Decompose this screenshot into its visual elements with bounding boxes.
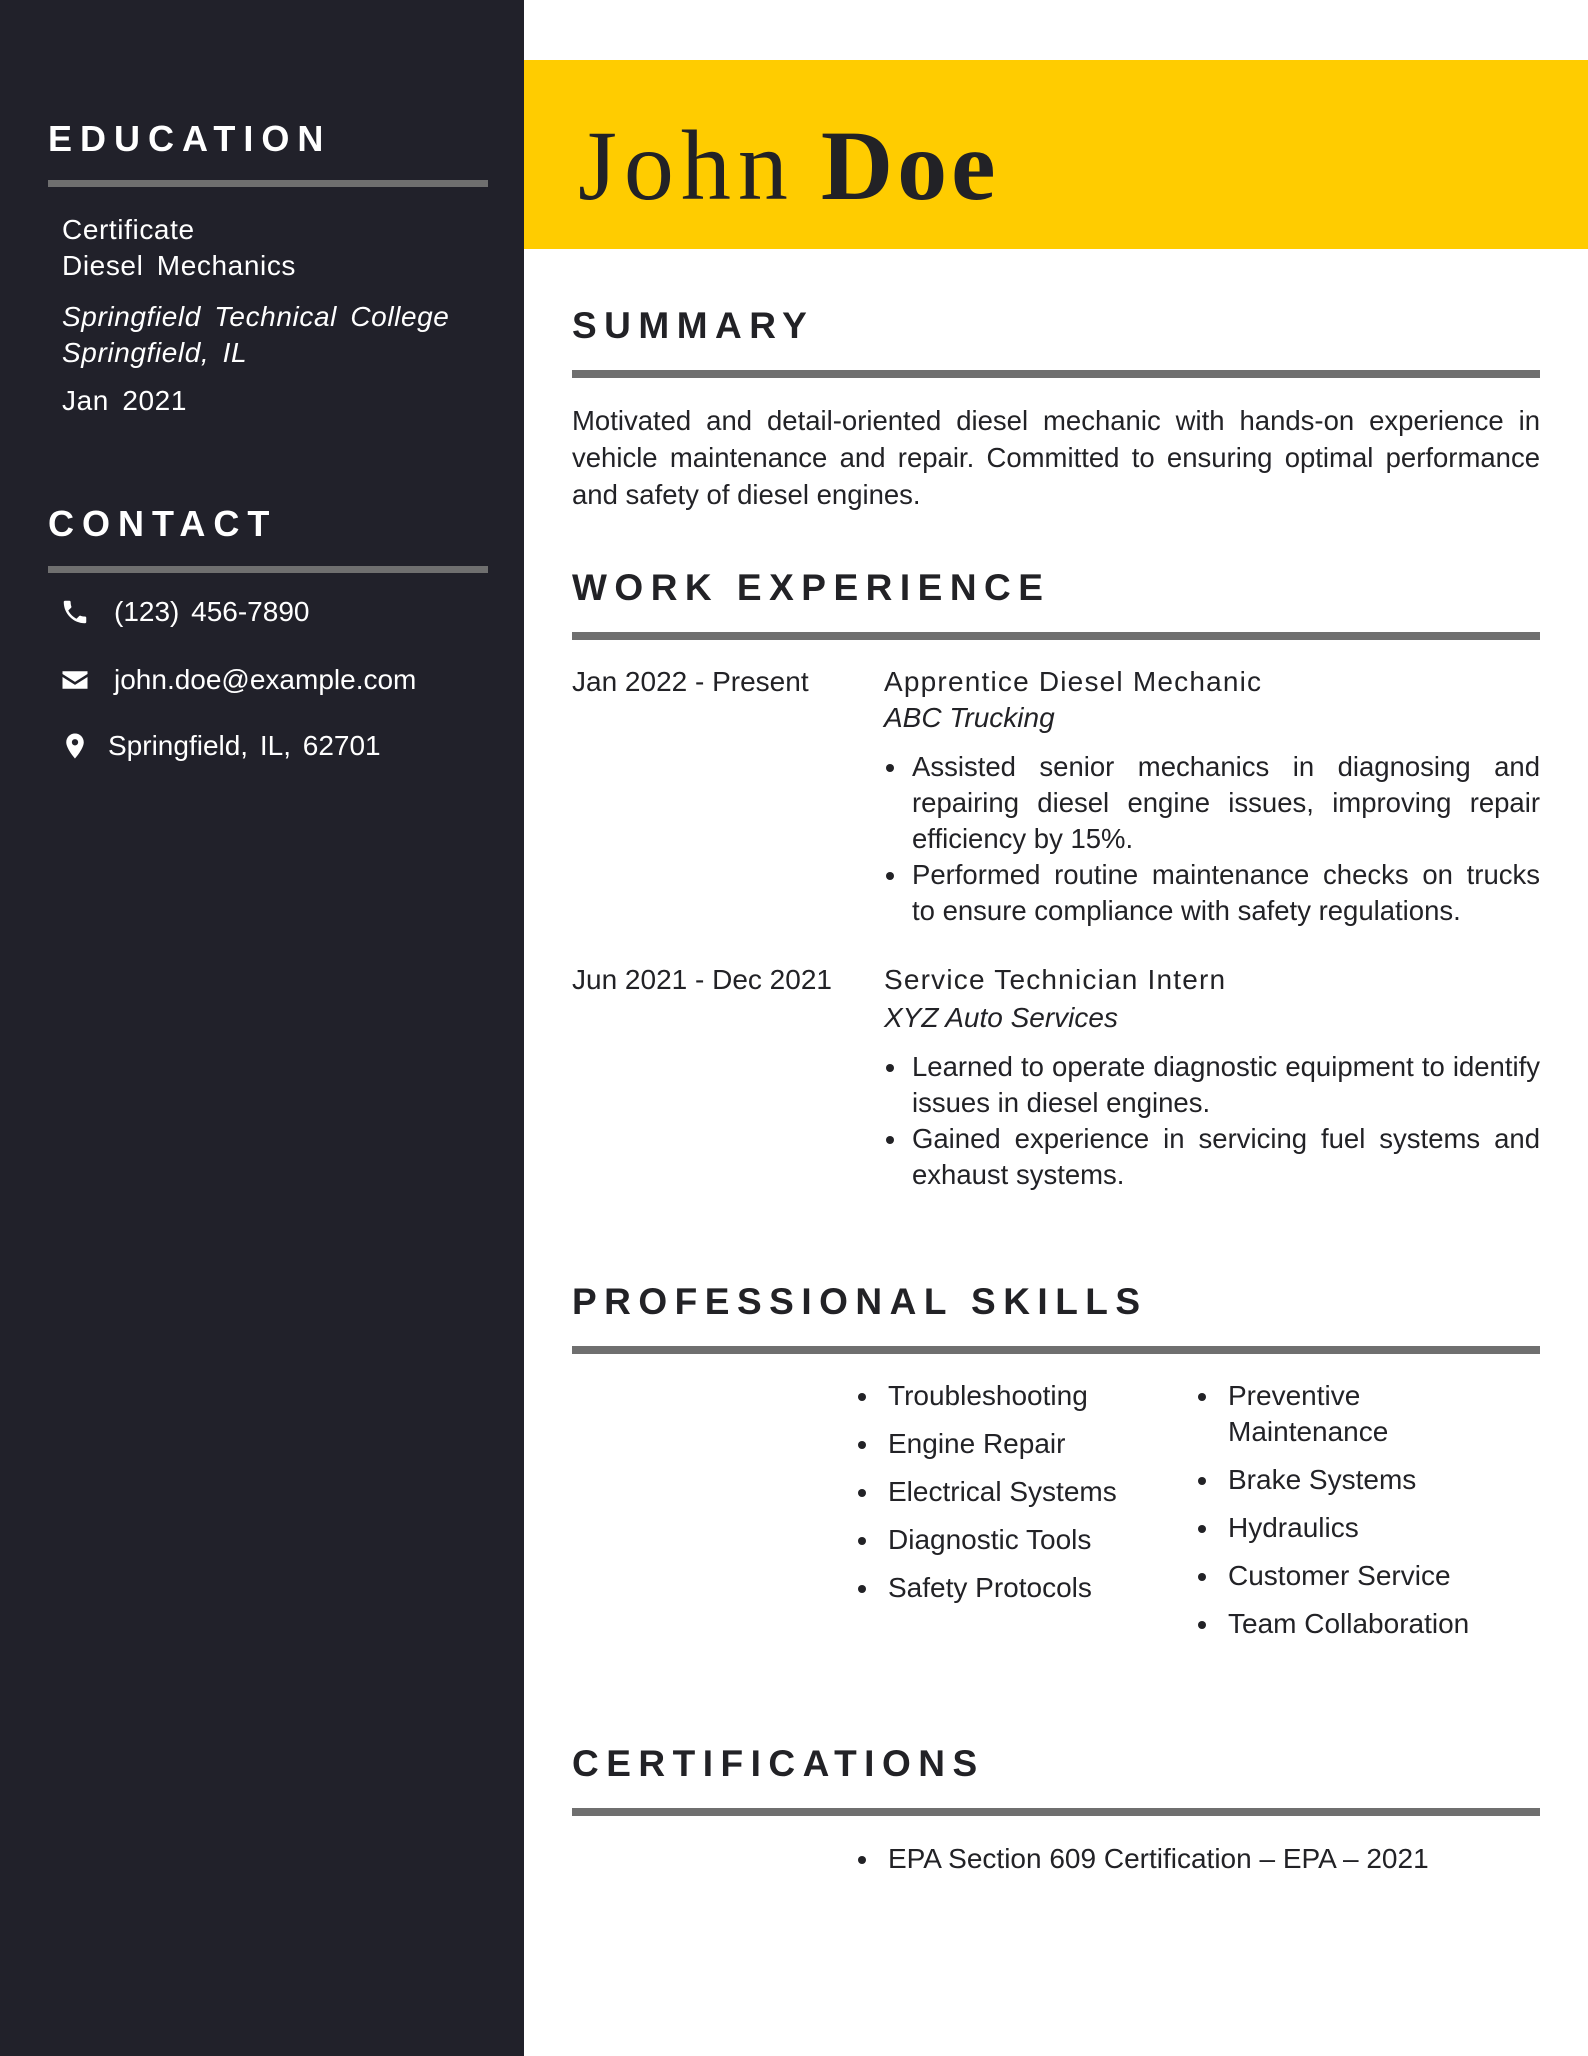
- education-degree: Certificate: [62, 214, 195, 245]
- skill-item: Diagnostic Tools: [888, 1522, 1148, 1558]
- skill-item: Hydraulics: [1228, 1510, 1528, 1546]
- map-pin-icon: [60, 731, 90, 761]
- contact-phone: [60, 596, 309, 628]
- sidebar: [0, 0, 524, 2056]
- job-bullets: [912, 749, 1540, 929]
- experience-heading: WORK EXPERIENCE: [572, 567, 1051, 608]
- skill-item: Customer Service: [1228, 1558, 1528, 1594]
- skill-item: Safety Protocols: [888, 1570, 1148, 1606]
- job-dates: Jun 2021 - Dec 2021: [572, 964, 832, 995]
- experience-divider: [572, 632, 1540, 640]
- job-bullet: Assisted senior mechanics in diagnosing and repairing diesel engine issues, improving repair efficiency by 15%.: [912, 749, 1540, 857]
- contact-address: [60, 730, 381, 762]
- summary-heading: SUMMARY: [572, 305, 815, 346]
- summary-text: Motivated and detail-oriented diesel mechanic with hands-on experience in vehicle maintenance and repair. Committed to ensuring optimal performance and safety of diesel engines.: [572, 405, 1540, 510]
- education-location: Springfield, IL: [62, 337, 248, 368]
- job-bullet: Learned to operate diagnostic equipment to identify issues in diesel engines.: [912, 1049, 1540, 1121]
- job-bullet: Gained experience in servicing fuel systems and exhaust systems.: [912, 1121, 1540, 1193]
- job-company: ABC Trucking: [884, 702, 1055, 733]
- certification-item: EPA Section 609 Certification – EPA – 2021: [888, 1841, 1528, 1877]
- skill-item: Troubleshooting: [888, 1378, 1148, 1414]
- education-heading: EDUCATION: [48, 118, 332, 159]
- education-divider: [48, 180, 488, 187]
- job-title: Service Technician Intern: [884, 964, 1227, 995]
- job-company: XYZ Auto Services: [884, 1002, 1118, 1033]
- education-field: Diesel Mechanics: [62, 250, 297, 281]
- certifications-divider: [572, 1808, 1540, 1816]
- education-school: Springfield Technical College: [62, 301, 450, 332]
- job-dates: Jan 2022 - Present: [572, 666, 809, 697]
- skills-heading: PROFESSIONAL SKILLS: [572, 1281, 1148, 1322]
- job-bullet: Performed routine maintenance checks on trucks to ensure compliance with safety regulations.: [912, 857, 1540, 929]
- phone-number: (123) 456-7890: [114, 596, 310, 627]
- skills-column-2: [1228, 1378, 1528, 1654]
- skill-item: Electrical Systems: [888, 1474, 1148, 1510]
- education-date: Jan 2021: [62, 385, 188, 416]
- contact-heading: CONTACT: [48, 503, 278, 544]
- summary-divider: [572, 370, 1540, 378]
- skill-item: Team Collaboration: [1228, 1606, 1528, 1642]
- certifications-heading: CERTIFICATIONS: [572, 1743, 985, 1784]
- contact-email: [60, 664, 416, 696]
- candidate-name: [578, 108, 1000, 223]
- email-address: john.doe@example.com: [114, 664, 417, 695]
- last-name: Doe: [820, 110, 1000, 221]
- certifications-list: [888, 1841, 1528, 1877]
- skill-item: Preventive Maintenance: [1228, 1378, 1418, 1450]
- address-text: Springfield, IL, 62701: [108, 730, 381, 761]
- skill-item: Brake Systems: [1228, 1462, 1528, 1498]
- job-title: Apprentice Diesel Mechanic: [884, 666, 1263, 697]
- contact-divider: [48, 566, 488, 573]
- first-name: John: [578, 110, 795, 221]
- job-bullets: [912, 1049, 1540, 1193]
- skill-item: Engine Repair: [888, 1426, 1148, 1462]
- skills-column-1: [888, 1378, 1148, 1618]
- envelope-icon: [60, 665, 90, 695]
- skills-divider: [572, 1346, 1540, 1354]
- phone-icon: [60, 597, 90, 627]
